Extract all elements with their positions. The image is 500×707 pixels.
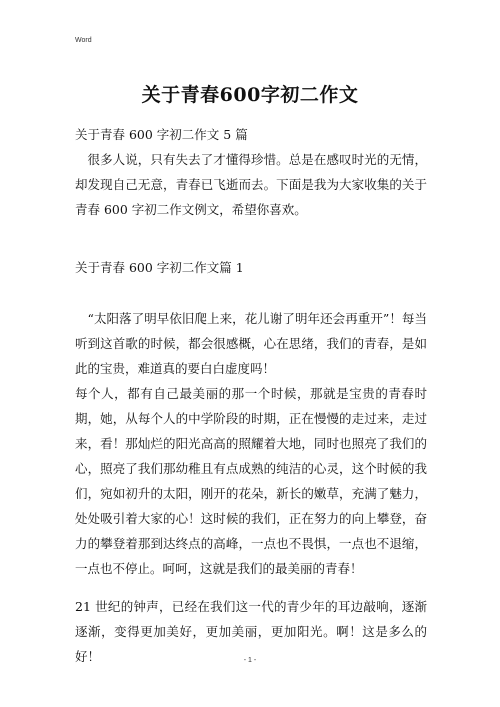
- paragraph-body-2: 每个人，都有自己最美丽的那一个时候，那就是宝贵的青春时期，她，从每个人的中学阶段的时期，正在慢慢的走过来，走过来，看！那灿烂的阳光高高的照耀着大地，同时也照亮了我们的心，照亮了我们那幼稚且有点成熟的纯洁的心灵，这个时候的我们，宛如初升的太阳，刚开的花朵，新长的嫩草，充满了魅力，处处吸引着大家的心！这时候的我们，正在努力的向上攀登，奋力的攀登着那到达终点的高峰，一点也不畏惧，一点也不退缩，一点也不停止。呵呵，这就是我们的最美丽的青春！: [75, 386, 427, 576]
- header-label: Word: [75, 37, 92, 44]
- paragraph-section-heading: 关于青春 600 字初二作文篇 1: [75, 260, 244, 275]
- page-number: - 1 -: [243, 657, 257, 664]
- paragraph-body-1: “太阳落了明早依旧爬上来，花儿谢了明年还会再重开”！每当听到这首歌的时候，都会很感概，心在思绪，我们的青春，是如此的宝贵，难道真的要白白虚度吗！: [75, 311, 427, 376]
- document-title: 关于青春600字初二作文: [141, 84, 359, 106]
- paragraph-intro: 很多人说，只有失去了才懂得珍惜。总是在感叹时光的无情，却发现自己无意，青春已飞逝而去。下面是我为大家收集的关于青春 600 字初二作文例文，希望你喜欢。: [75, 152, 427, 217]
- paragraph-body-3: 21 世纪的钟声，已经在我们这一代的青少年的耳边敲响，逐渐逐渐，变得更加美好，更加美丽，更加阳光。啊！这是多么的好！: [75, 599, 427, 664]
- paragraph-subtitle: 关于青春 600 字初二作文 5 篇: [75, 127, 248, 142]
